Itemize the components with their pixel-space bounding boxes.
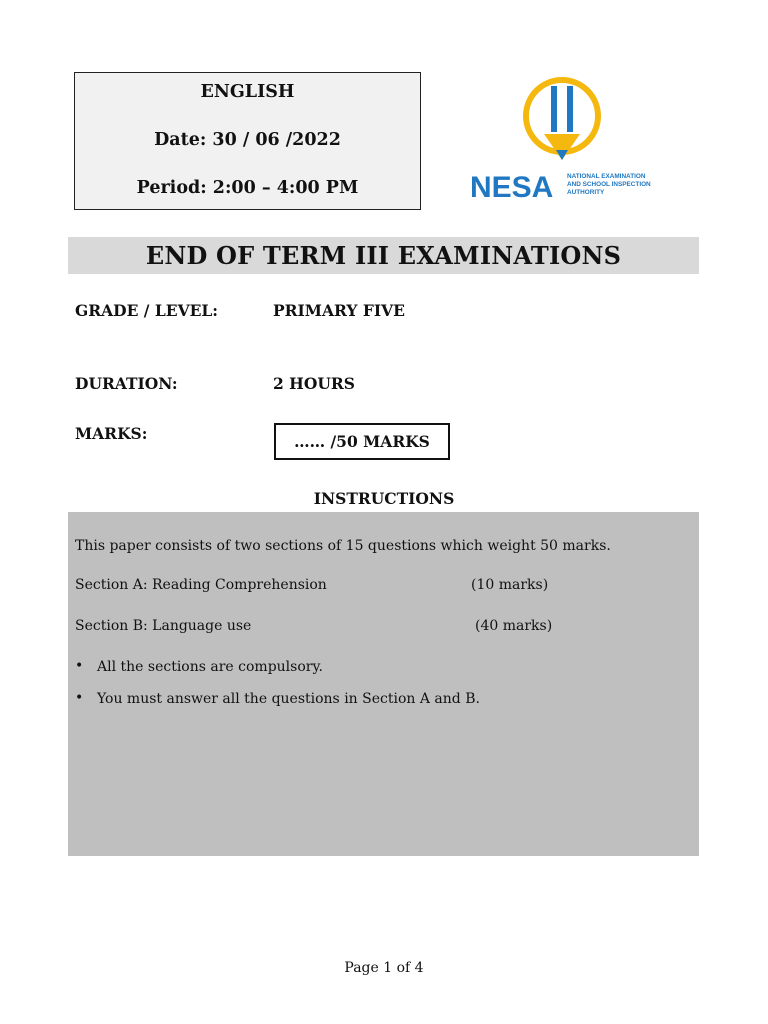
pencil-emblem-icon — [526, 80, 598, 160]
logo-wordmark: NESA — [470, 171, 554, 204]
subject-title: ENGLISH — [200, 82, 295, 102]
logo-tagline-1: NATIONAL EXAMINATION — [567, 173, 646, 180]
instructions-panel — [68, 512, 699, 856]
nesa-logo — [468, 72, 668, 204]
bullet-icon: • — [75, 690, 84, 706]
instructions-heading: INSTRUCTIONS — [313, 489, 455, 508]
grade-label: GRADE / LEVEL: — [75, 301, 219, 320]
exam-header-box — [74, 72, 421, 210]
list-item: You must answer all the questions in Section A and B. — [97, 691, 480, 707]
duration-value: 2 HOURS — [273, 374, 355, 393]
instructions-intro: This paper consists of two sections of 15 questions which weight 50 marks. — [75, 538, 611, 554]
section-a-marks: (10 marks) — [471, 577, 549, 593]
section-a-label: Section A: Reading Comprehension — [75, 577, 327, 593]
marks-label: MARKS: — [75, 424, 148, 443]
list-item: All the sections are compulsory. — [97, 659, 323, 675]
marks-box: …… /50 MARKS — [274, 423, 450, 460]
page-number: Page 1 of 4 — [344, 960, 424, 976]
section-b-label: Section B: Language use — [75, 618, 252, 634]
section-b-marks: (40 marks) — [475, 618, 553, 634]
exam-title: END OF TERM III EXAMINATIONS — [68, 237, 699, 274]
logo-tagline-3: AUTHORITY — [567, 189, 605, 196]
grade-value: PRIMARY FIVE — [273, 301, 405, 320]
exam-period: Period: 2:00 – 4:00 PM — [136, 178, 359, 198]
logo-tagline-2: AND SCHOOL INSPECTION — [567, 181, 651, 188]
bullet-icon: • — [75, 658, 84, 674]
exam-date: Date: 30 / 06 /2022 — [154, 130, 341, 150]
duration-label: DURATION: — [75, 374, 178, 393]
